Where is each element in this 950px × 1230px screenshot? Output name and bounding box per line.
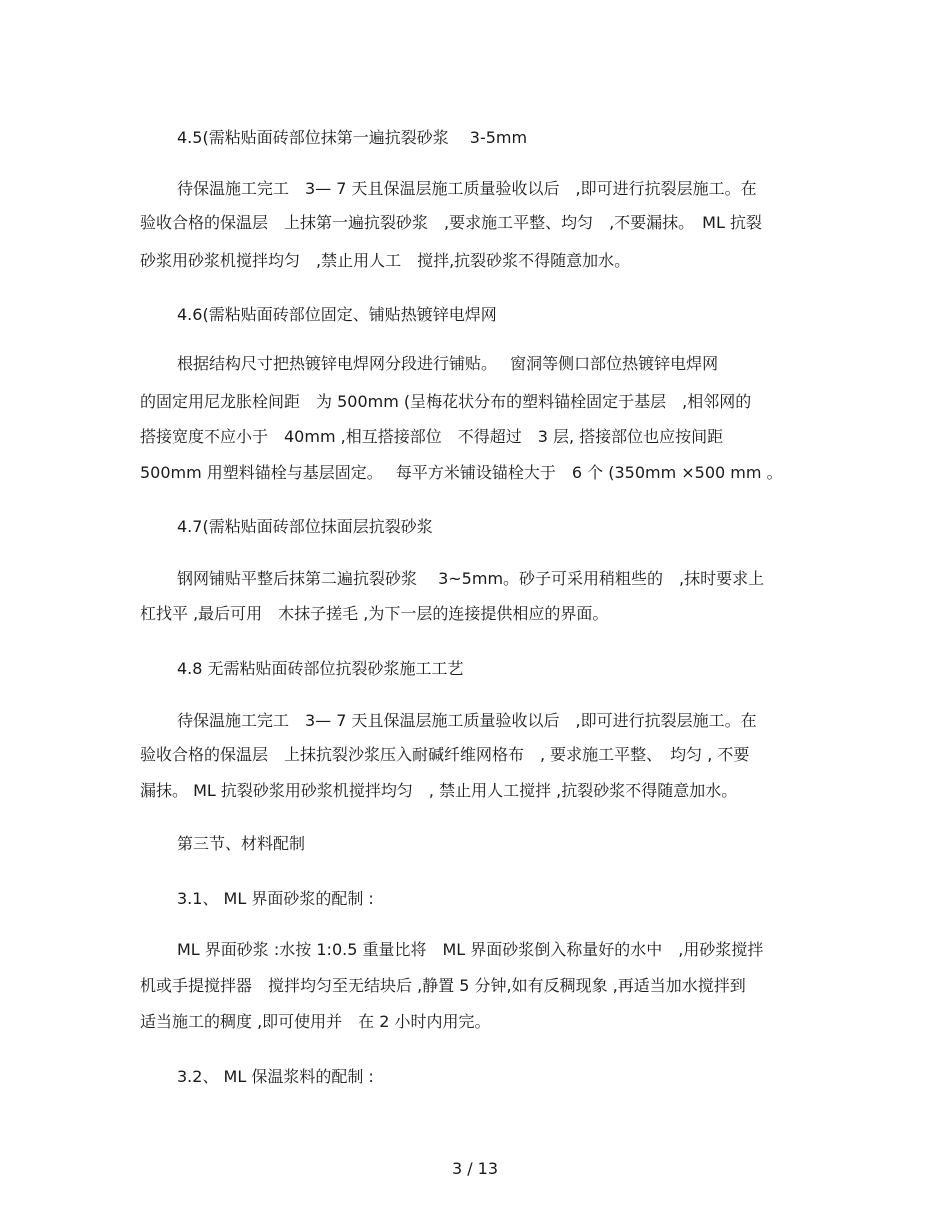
paragraph-line: 砂浆用砂浆机搅拌均匀 ,禁止用人工 搅拌,抗裂砂浆不得随意加水。 [140,251,631,270]
paragraph-line: 验收合格的保温层 上抹抗裂沙浆压入耐碱纤维网格布 , 要求施工平整、 均匀 , 不要 [140,745,750,764]
heading-4-7: 4.7(需粘贴面砖部位抹面层抗裂砂浆 [177,517,433,536]
heading-3-1: 3.1、 ML 界面砂浆的配制 : [177,889,374,908]
paragraph-line: 根据结构尺寸把热镀锌电焊网分段进行铺贴。 窗洞等侧口部位热镀锌电焊网 [177,354,719,373]
paragraph-line: 验收合格的保温层 上抹第一遍抗裂砂浆 ,要求施工平整、均匀 ,不要漏抹。 ML 抗裂 [140,213,762,232]
page-number: 3 / 13 [451,1159,499,1178]
heading-3-2: 3.2、 ML 保温浆料的配制 : [177,1067,374,1086]
paragraph-line: 机或手提搅拌器 搅拌均匀至无结块后 ,静置 5 分钟,如有反稠现象 ,再适当加水搅拌到 [140,976,746,995]
paragraph-line: 杠找平 ,最后可用 木抹子搓毛 ,为下一层的连接提供相应的界面。 [140,604,609,623]
paragraph-line: 漏抹。 ML 抗裂砂浆用砂浆机搅拌均匀 , 禁止用人工搅拌 ,抗裂砂浆不得随意加水。 [140,781,738,800]
paragraph-line: 的固定用尼龙胀栓间距 为 500mm (呈梅花状分布的塑料锚栓固定于基层 ,相邻网的 [140,392,752,411]
paragraph-line: 搭接宽度不应小于 40mm ,相互搭接部位 不得超过 3 层, 搭接部位也应按间距 [140,427,724,446]
paragraph-line: 待保温施工完工 3— 7 天且保温层施工质量验收以后 ,即可进行抗裂层施工。在 [177,179,757,198]
paragraph-line: 500mm 用塑料锚栓与基层固定。 每平方米铺设锚栓大于 6 个 (350mm ×500 mm 。 [140,463,783,482]
paragraph-line: 待保温施工完工 3— 7 天且保温层施工质量验收以后 ,即可进行抗裂层施工。在 [177,711,757,730]
paragraph-line: 适当施工的稠度 ,即可使用并 在 2 小时内用完。 [140,1012,491,1031]
heading-4-8: 4.8 无需粘贴面砖部位抗裂砂浆施工工艺 [177,659,464,678]
heading-4-6: 4.6(需粘贴面砖部位固定、铺贴热镀锌电焊网 [177,305,497,324]
heading-4-5: 4.5(需粘贴面砖部位抹第一遍抗裂砂浆 3-5mm [177,128,528,147]
paragraph-line: ML 界面砂浆 :水按 1:0.5 重量比将 ML 界面砂浆倒入称量好的水中 ,用砂浆搅拌 [177,940,764,959]
section-heading: 第三节、材料配制 [177,834,306,853]
paragraph-line: 钢网铺贴平整后抹第二遍抗裂砂浆 3~5mm。砂子可采用稍粗些的 ,抹时要求上 [177,569,765,588]
